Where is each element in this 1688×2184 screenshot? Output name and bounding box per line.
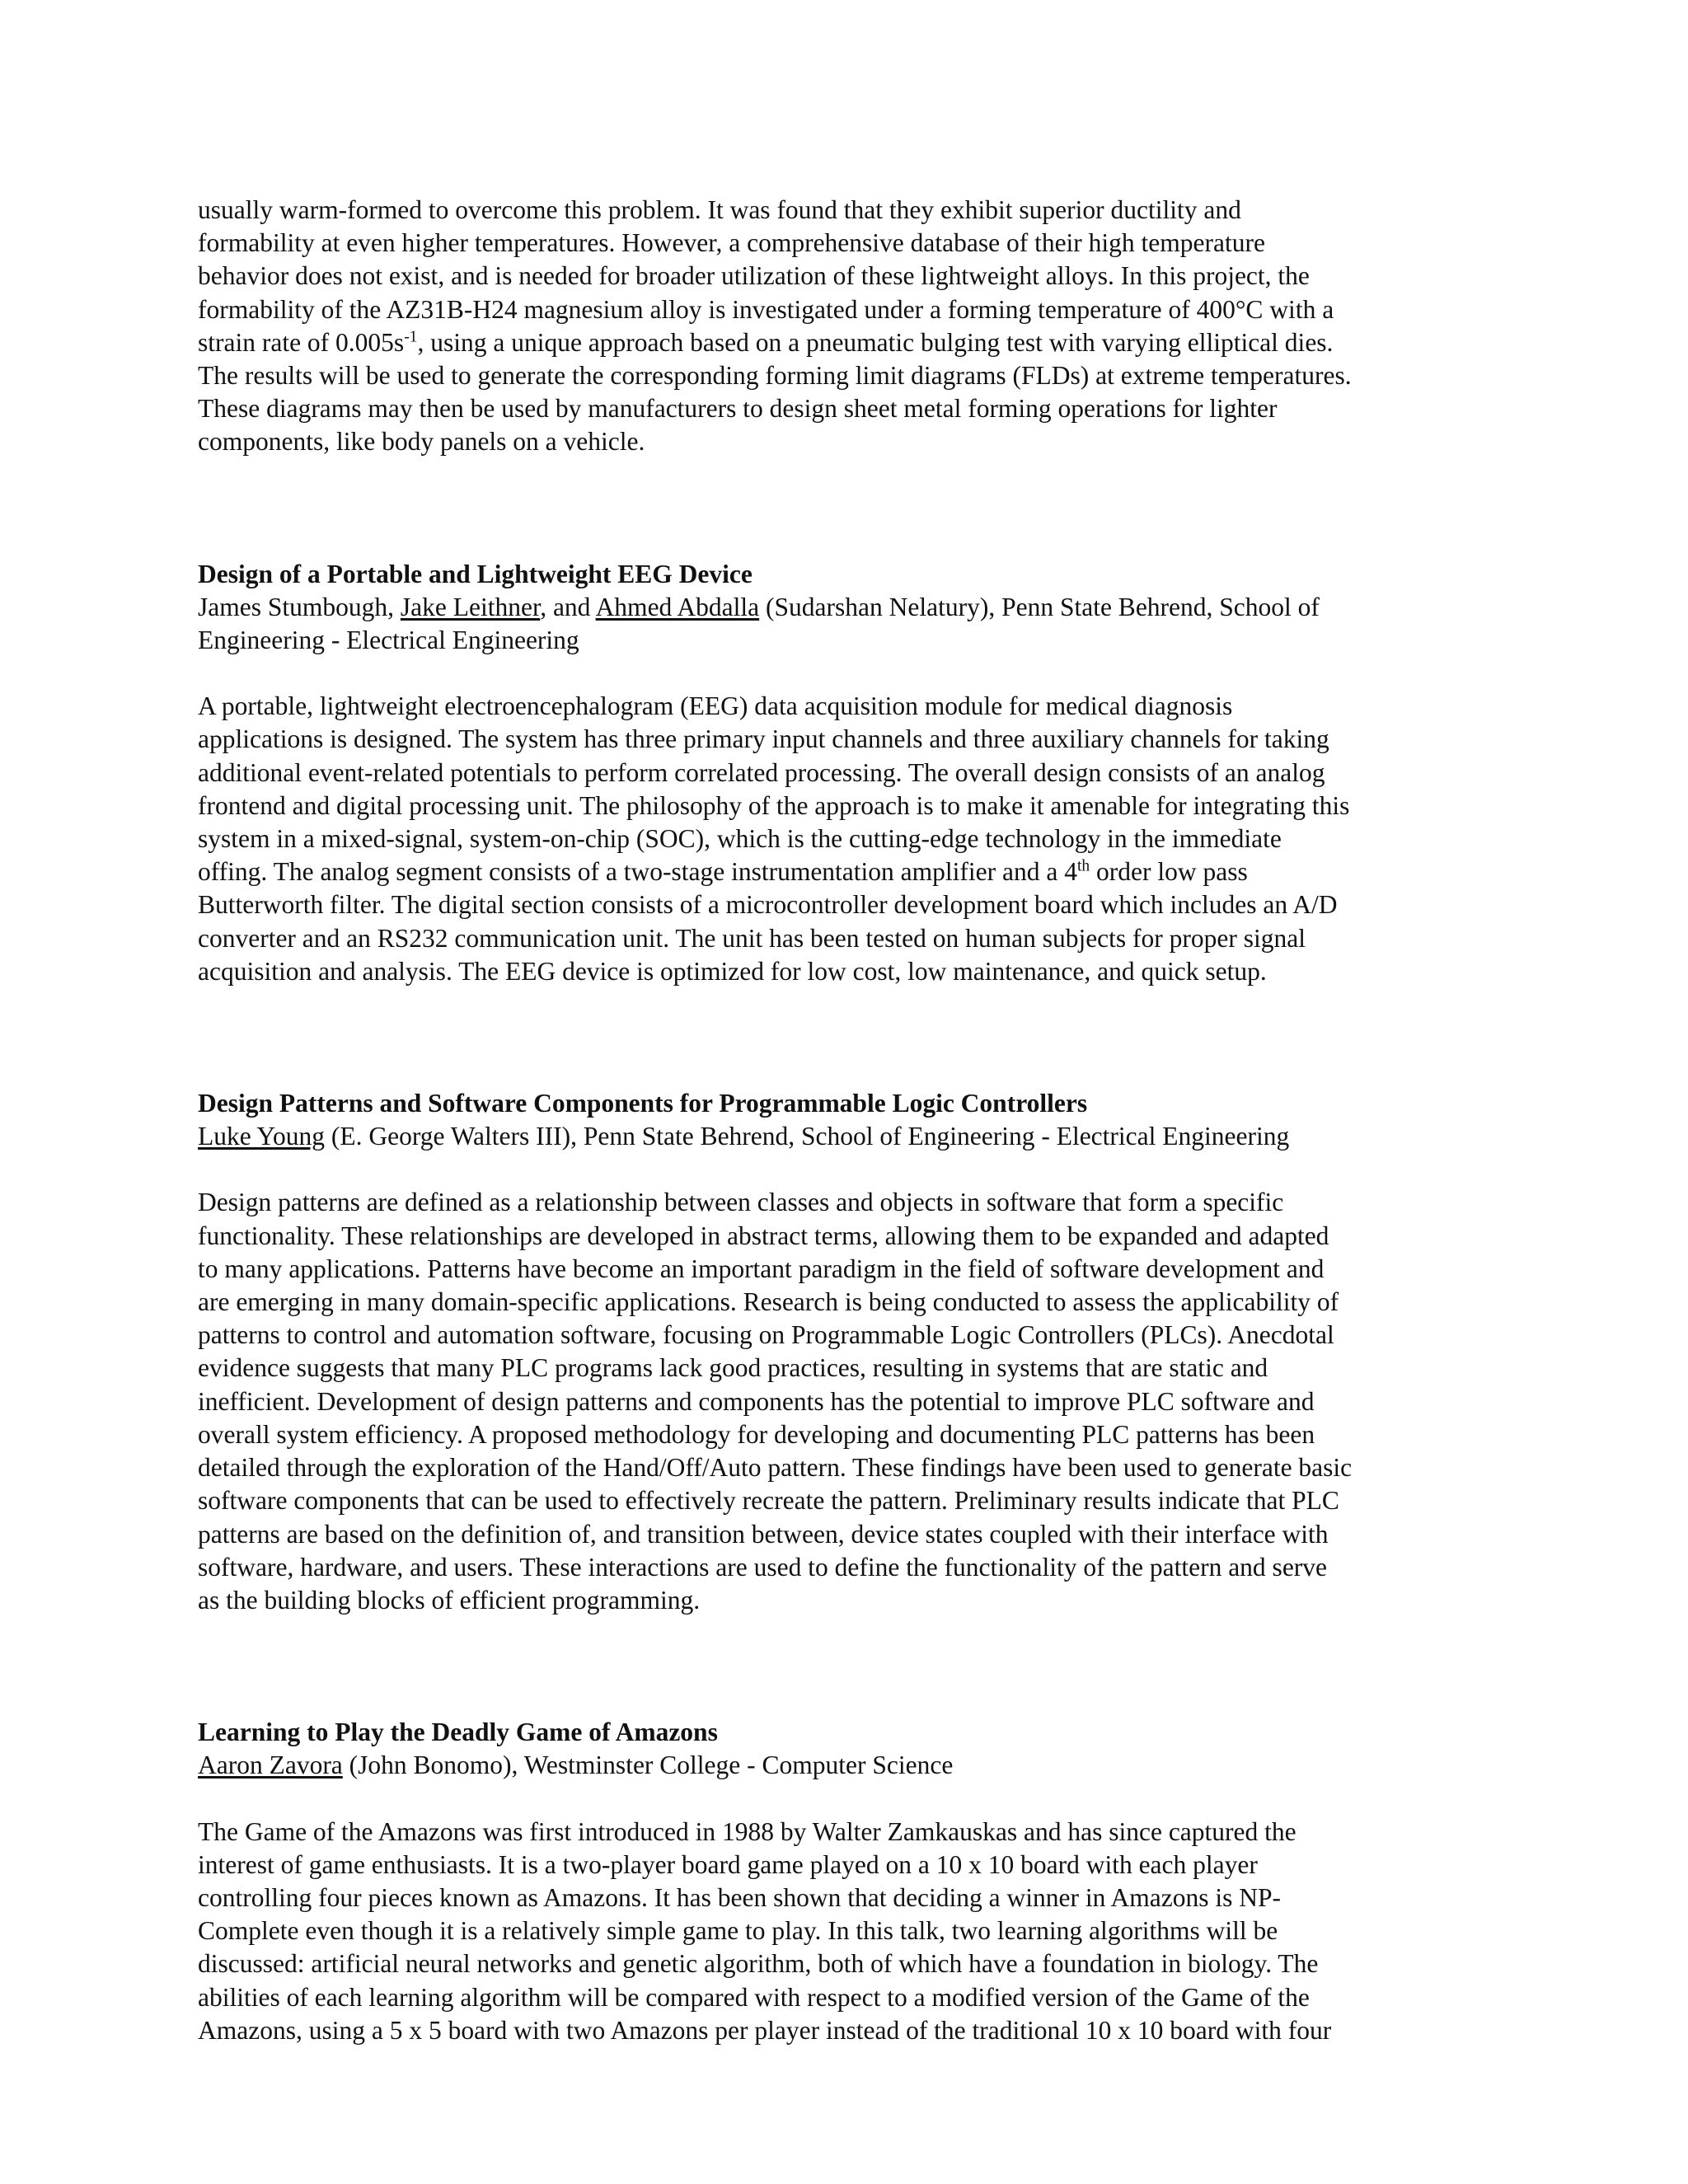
text-line: to many applications. Patterns have become an important paradigm in the field of software development and <box>198 1254 1325 1283</box>
text-line: formability of the AZ31B-H24 magnesium alloy is investigated under a forming temperature of 400°C with a <box>198 294 1334 324</box>
spacer <box>198 1783 1517 1816</box>
text-line: Design patterns are defined as a relationship between classes and objects in software that form a specific <box>198 1188 1284 1217</box>
text-line: A portable, lightweight electroencephalogram (EEG) data acquisition module for medical diagnosis <box>198 691 1233 721</box>
presenter-name: Luke Young <box>198 1122 326 1151</box>
text-line: are emerging in many domain-specific applications. Research is being conducted to assess the applicability of <box>198 1287 1339 1317</box>
section-plc <box>198 1087 1517 1617</box>
text-run: order low pass <box>1090 857 1248 887</box>
spacer <box>198 657 1517 690</box>
author-text: , and <box>540 592 596 621</box>
spacer <box>198 1617 1517 1716</box>
author-line <box>198 1749 1517 1782</box>
superscript: th <box>1076 857 1090 875</box>
text-line: evidence suggests that many PLC programs lack good practices, resulting in systems that are static and <box>198 1353 1268 1383</box>
text-line <box>198 326 1517 359</box>
document-page <box>198 194 1517 2047</box>
section-title: Design of a Portable and Lightweight EEG Device <box>198 559 753 588</box>
text-line: additional event-related potentials to perform correlated processing. The overall design consists of an analog <box>198 757 1325 787</box>
text-line: acquisition and analysis. The EEG device is optimized for low cost, low maintenance, and quick setup. <box>198 956 1267 986</box>
author-text: James Stumbough, <box>198 592 401 621</box>
intro-paragraph <box>198 194 1517 459</box>
author-text: (E. George Walters III), Penn State Behrend, School of Engineering - Electrical Engineering <box>325 1122 1290 1151</box>
text-line: The Game of the Amazons was first introduced in 1988 by Walter Zamkauskas and has since captured the <box>198 1816 1296 1846</box>
text-line: functionality. These relationships are developed in abstract terms, allowing them to be expanded and adapted <box>198 1221 1329 1250</box>
text-line: applications is designed. The system has three primary input channels and three auxiliary channels for taking <box>198 724 1329 754</box>
abstract-paragraph <box>198 690 1517 988</box>
text-line: controlling four pieces known as Amazons. It has been shown that deciding a winner in Amazons is NP- <box>198 1882 1281 1912</box>
author-line <box>198 1120 1517 1153</box>
superscript: -1 <box>404 328 418 346</box>
spacer <box>198 459 1517 558</box>
text-line: These diagrams may then be used by manufacturers to design sheet metal forming operations for lighter <box>198 394 1278 424</box>
text-line: inefficient. Development of design patterns and components has the potential to improve PLC software and <box>198 1386 1315 1416</box>
text-line: The results will be used to generate the corresponding forming limit diagrams (FLDs) at extreme temperatures. <box>198 361 1352 391</box>
text-line: behavior does not exist, and is needed for broader utilization of these lightweight alloys. In this project, the <box>198 261 1310 291</box>
section-title: Learning to Play the Deadly Game of Amazons <box>198 1718 718 1747</box>
presenter-name: Jake Leithner <box>400 592 541 621</box>
text-line: patterns to control and automation software, focusing on Programmable Logic Controllers (PLCs). Anecdotal <box>198 1320 1334 1350</box>
abstract-paragraph <box>198 1186 1517 1617</box>
affiliation-line: Engineering - Electrical Engineering <box>198 626 579 655</box>
text-line: frontend and digital processing unit. The philosophy of the approach is to make it amenable for integrating this <box>198 790 1350 820</box>
author-text: (John Bonomo), Westminster College - Computer Science <box>342 1750 954 1780</box>
text-line: Butterworth filter. The digital section consists of a microcontroller development board which includes an A/D <box>198 890 1338 920</box>
text-line: patterns are based on the definition of, and transition between, device states coupled with their interface with <box>198 1519 1329 1549</box>
abstract-paragraph <box>198 1816 1517 2047</box>
author-line <box>198 591 1517 624</box>
text-line: Amazons, using a 5 x 5 board with two Amazons per player instead of the traditional 10 x 10 board with four <box>198 2015 1332 2045</box>
spacer <box>198 988 1517 1087</box>
text-run: strain rate of 0.005s <box>198 327 405 357</box>
presenter-name: Aaron Zavora <box>198 1750 343 1780</box>
text-line <box>198 855 1517 888</box>
text-line: interest of game enthusiasts. It is a two-player board game played on a 10 x 10 board with each player <box>198 1849 1258 1879</box>
text-line: overall system efficiency. A proposed methodology for developing and documenting PLC patterns has been <box>198 1419 1315 1449</box>
author-text: (Sudarshan Nelatury), Penn State Behrend, School of <box>759 592 1320 621</box>
text-line: abilities of each learning algorithm will be compared with respect to a modified version of the Game of the <box>198 1982 1310 2012</box>
text-line: software, hardware, and users. These interactions are used to define the functionality of the pattern and serve <box>198 1552 1328 1582</box>
text-line: components, like body panels on a vehicle. <box>198 427 645 457</box>
text-line: Complete even though it is a relatively simple game to play. In this talk, two learning algorithms will be <box>198 1916 1278 1946</box>
presenter-name: Ahmed Abdalla <box>595 592 760 621</box>
text-line: software components that can be used to effectively recreate the pattern. Preliminary results indicate that PLC <box>198 1486 1339 1516</box>
text-line: detailed through the exploration of the Hand/Off/Auto pattern. These findings have been used to generate basic <box>198 1453 1353 1483</box>
text-line: formability at even higher temperatures. However, a comprehensive database of their high temperature <box>198 228 1265 258</box>
section-eeg <box>198 558 1517 988</box>
text-run: offing. The analog segment consists of a two-stage instrumentation amplifier and a 4 <box>198 857 1077 887</box>
text-run: , using a unique approach based on a pneumatic bulging test with varying elliptical dies. <box>417 327 1334 357</box>
text-line: as the building blocks of efficient programming. <box>198 1585 701 1615</box>
section-amazons <box>198 1716 1517 2047</box>
text-line: discussed: artificial neural networks and genetic algorithm, both of which have a foundation in biology. The <box>198 1949 1319 1979</box>
text-line: converter and an RS232 communication unit. The unit has been tested on human subjects for proper signal <box>198 923 1306 953</box>
section-title: Design Patterns and Software Components for Programmable Logic Controllers <box>198 1089 1088 1118</box>
spacer <box>198 1153 1517 1186</box>
text-line: system in a mixed-signal, system-on-chip (SOC), which is the cutting-edge technology in the immediate <box>198 824 1282 854</box>
text-line: usually warm-formed to overcome this problem. It was found that they exhibit superior ductility and <box>198 195 1241 224</box>
